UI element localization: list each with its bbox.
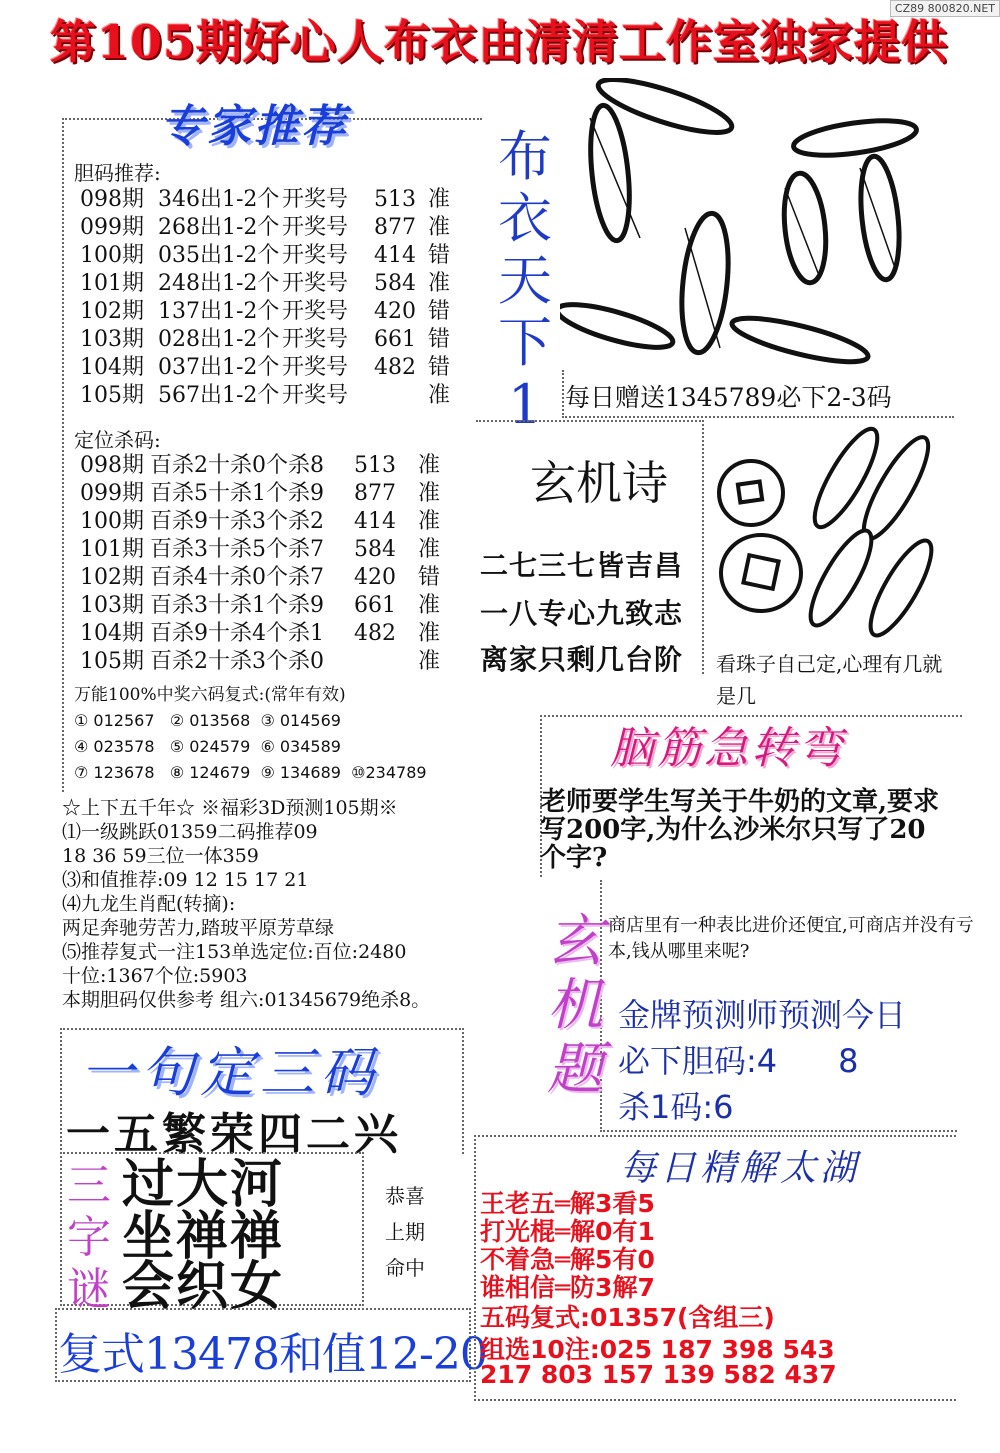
row-pick: 百杀9十杀4个杀1 (150, 621, 324, 646)
dan-row (80, 354, 458, 382)
bead-shape (860, 533, 942, 643)
row-issue: 102期 (80, 299, 144, 324)
taihu-line: 五码复式:01357(含组三) (480, 1303, 775, 1332)
row-result: 准 (418, 481, 441, 506)
row-result: 准 (418, 453, 441, 478)
poem-title: 玄机诗 (530, 456, 668, 510)
kill-table (80, 452, 448, 676)
row-result: 错 (428, 299, 451, 324)
poem-line: 一八专心九致志 (480, 597, 684, 630)
brain-title: 脑筋急转弯 (610, 723, 845, 774)
row-result: 错 (418, 565, 441, 590)
row-issue: 101期 (80, 271, 144, 296)
six-code-row: ④ 023578 ⑤ 024579 ⑥ 034589 (74, 737, 341, 756)
row-label: 开奖号 (282, 243, 349, 268)
row-num: 877 (374, 215, 416, 240)
row-result: 准 (418, 649, 441, 674)
row-pick: 百杀5十杀1个杀9 (150, 481, 324, 506)
buyi-char: 1 (507, 373, 543, 436)
row-issue: 098期 (80, 453, 144, 478)
bead-note: 看珠子自己定,心理有几就是几 (716, 652, 943, 708)
row-label: 开奖号 (282, 299, 349, 324)
dan-row (80, 326, 458, 354)
szm-char: 字 (67, 1212, 111, 1263)
sticks-figure (560, 78, 940, 378)
row-num: 661 (374, 327, 416, 352)
xuanji-label (540, 910, 610, 1102)
row-result: 准 (418, 537, 441, 562)
watermark: CZ89 800820.NET (890, 0, 1000, 17)
kill-row (80, 620, 448, 648)
row-label: 开奖号 (282, 383, 349, 408)
yiju-text: 一五繁荣四二兴 (66, 1109, 402, 1160)
row-result: 准 (428, 187, 451, 212)
dan-row (80, 298, 458, 326)
row-pick: 百杀3十杀5个杀7 (150, 537, 324, 562)
taihu-line: 不着急═解5有0 (480, 1245, 655, 1274)
szm-char: 三 (67, 1160, 111, 1211)
row-issue: 104期 (80, 355, 144, 380)
row-num: 513 (354, 453, 396, 478)
row-num: 414 (374, 243, 416, 268)
xuanji-char: 玄 (547, 909, 603, 974)
row-pick: 百杀2十杀0个杀8 (150, 453, 324, 478)
buyi-char: 布 (498, 125, 552, 188)
row-pick: 137出1-2个 (158, 299, 280, 324)
row-issue: 105期 (80, 383, 144, 408)
buyi-char: 天 (498, 249, 552, 312)
gold-line: 杀1码:6 (618, 1088, 734, 1126)
stick-shape (779, 171, 830, 285)
row-pick: 百杀3十杀1个杀9 (150, 593, 324, 618)
bead-shape (743, 555, 778, 589)
row-issue: 099期 (80, 215, 144, 240)
forecast-line: ⑷九龙生肖配(转摘): (62, 893, 236, 915)
row-label: 开奖号 (282, 355, 349, 380)
stick-shape (729, 309, 872, 370)
kill-row (80, 452, 448, 480)
page-title: 第105期好心人布衣由清清工作室独家提供 (50, 15, 949, 69)
row-pick: 037出1-2个 (158, 355, 280, 380)
row-pick: 百杀2十杀3个杀0 (150, 649, 324, 674)
forecast-line: ⑴一级跳跃01359二码推荐09 (62, 821, 318, 843)
szm-word: 坐禅禅 (122, 1206, 285, 1267)
row-result: 准 (418, 593, 441, 618)
row-label: 开奖号 (282, 327, 349, 352)
forecast-block (62, 796, 482, 1012)
forecast-line: ☆上下五千年☆ ※福彩3D预测105期※ (62, 797, 398, 819)
congrats-text: 命中 (385, 1256, 425, 1280)
row-label: 开奖号 (282, 215, 349, 240)
dan-label: 胆码推荐: (74, 161, 161, 185)
row-result: 准 (418, 509, 441, 534)
row-pick: 028出1-2个 (158, 327, 280, 352)
row-result: 准 (428, 215, 451, 240)
bead-shape (738, 482, 762, 503)
row-issue: 100期 (80, 243, 144, 268)
row-num: 661 (354, 593, 396, 618)
row-result: 准 (418, 621, 441, 646)
row-num: 420 (354, 565, 396, 590)
fushi-text: 复式13478和值12-20 (58, 1329, 487, 1380)
yiju-title: 一句定三码 (80, 1041, 380, 1104)
row-result: 准 (428, 383, 451, 408)
row-issue: 101期 (80, 537, 144, 562)
szm-char: 谜 (67, 1264, 111, 1315)
stick-shape (676, 211, 734, 355)
dan-table (80, 186, 458, 410)
kill-row (80, 592, 448, 620)
poem-line: 离家只剩几台阶 (480, 643, 684, 676)
row-issue: 104期 (80, 621, 144, 646)
row-num: 877 (354, 481, 396, 506)
congrats-label (380, 1178, 430, 1286)
xuanji-char: 机 (547, 973, 603, 1038)
row-issue: 105期 (80, 649, 144, 674)
row-pick: 346出1-2个 (158, 187, 280, 212)
dan-row (80, 186, 458, 214)
xuanji-question: 商店里有一种表比进价还便宜,可商店并没有亏本,钱从哪里来呢? (608, 915, 974, 962)
buyi-title (495, 126, 555, 436)
row-num: 513 (374, 187, 416, 212)
kill-row (80, 508, 448, 536)
forecast-line: ⑸推荐复式一注153单选定位:百位:2480 (62, 941, 407, 963)
row-result: 错 (428, 355, 451, 380)
poem-line: 二七三七皆吉昌 (480, 549, 684, 582)
dan-row (80, 270, 458, 298)
congrats-text: 上期 (385, 1220, 425, 1244)
buyi-char: 下 (498, 311, 552, 374)
szm-word: 过大河 (122, 1154, 285, 1215)
stick-shape (792, 115, 919, 162)
dan-row (80, 242, 458, 270)
kill-row (80, 564, 448, 592)
gold-line: 金牌预测师预测今日 (618, 996, 907, 1034)
taihu-line: 谁相信═防3解7 (480, 1273, 655, 1302)
taihu-line: 打光棍═解0有1 (480, 1217, 655, 1246)
brain-question: 老师要学生写关于牛奶的文章,要求写200字,为什么沙米尔只写了20个字? (540, 787, 940, 873)
row-issue: 103期 (80, 593, 144, 618)
forecast-line: 18 36 59三位一体359 (62, 845, 259, 867)
dan-row (80, 214, 458, 242)
xuanji-char: 题 (547, 1037, 603, 1102)
dan-row (80, 382, 458, 410)
row-label: 开奖号 (282, 271, 349, 296)
row-issue: 098期 (80, 187, 144, 212)
row-num: 420 (374, 299, 416, 324)
taihu-line: 组选10注:025 187 398 543 (480, 1335, 835, 1364)
forecast-line: 两足奔驰劳苦力,踏玻平原芳草绿 (62, 917, 335, 939)
row-pick: 268出1-2个 (158, 215, 280, 240)
taihu-line: 王老五═解3看5 (480, 1189, 655, 1218)
row-num: 482 (354, 621, 396, 646)
row-result: 准 (428, 271, 451, 296)
kill-row (80, 648, 448, 676)
row-num: 584 (354, 537, 396, 562)
stick-shape (856, 154, 905, 281)
row-issue: 100期 (80, 509, 144, 534)
szm-label (66, 1160, 112, 1316)
row-num: 584 (374, 271, 416, 296)
row-issue: 099期 (80, 481, 144, 506)
expert-title: 专家推荐 (160, 101, 348, 152)
row-pick: 567出1-2个 (158, 383, 280, 408)
kill-row (80, 480, 448, 508)
row-pick: 035出1-2个 (158, 243, 280, 268)
row-issue: 102期 (80, 565, 144, 590)
row-label: 开奖号 (282, 187, 349, 212)
row-pick: 百杀9十杀3个杀2 (150, 509, 324, 534)
taihu-title: 每日精解太湖 (620, 1148, 861, 1189)
six-code-label: 万能100%中奖六码复式:(常年有效) (74, 685, 346, 705)
six-code-list (74, 708, 427, 786)
gold-line: 必下胆码:4 8 (618, 1042, 859, 1080)
row-result: 错 (428, 327, 451, 352)
forecast-line: 本期胆码仅供参考 组六:01345679绝杀8。 (62, 989, 431, 1011)
kill-row (80, 536, 448, 564)
congrats-text: 恭喜 (385, 1184, 425, 1208)
szm-word: 会织女 (122, 1256, 285, 1317)
taihu-line: 217 803 157 139 582 437 (480, 1360, 837, 1389)
forecast-line: ⑶和值推荐:09 12 15 17 21 (62, 869, 309, 891)
row-issue: 103期 (80, 327, 144, 352)
row-pick: 248出1-2个 (158, 271, 280, 296)
buyi-char: 衣 (498, 187, 552, 250)
six-code-row: ⑦ 123678 ⑧ 124679 ⑨ 134689 ⑩234789 (74, 763, 427, 782)
stick-shape (560, 296, 677, 356)
row-num: 414 (354, 509, 396, 534)
forecast-line: 十位:1367个位:5903 (62, 965, 248, 987)
six-code-row: ① 012567 ② 013568 ③ 014569 (74, 711, 341, 730)
bead-shape (800, 523, 882, 633)
daily-gift-text: 每日赠送1345789必下2-3码 (565, 383, 892, 412)
beads-figure (706, 418, 946, 648)
row-num: 482 (374, 355, 416, 380)
kill-label: 定位杀码: (74, 428, 161, 452)
row-result: 错 (428, 243, 451, 268)
row-pick: 百杀4十杀0个杀7 (150, 565, 324, 590)
